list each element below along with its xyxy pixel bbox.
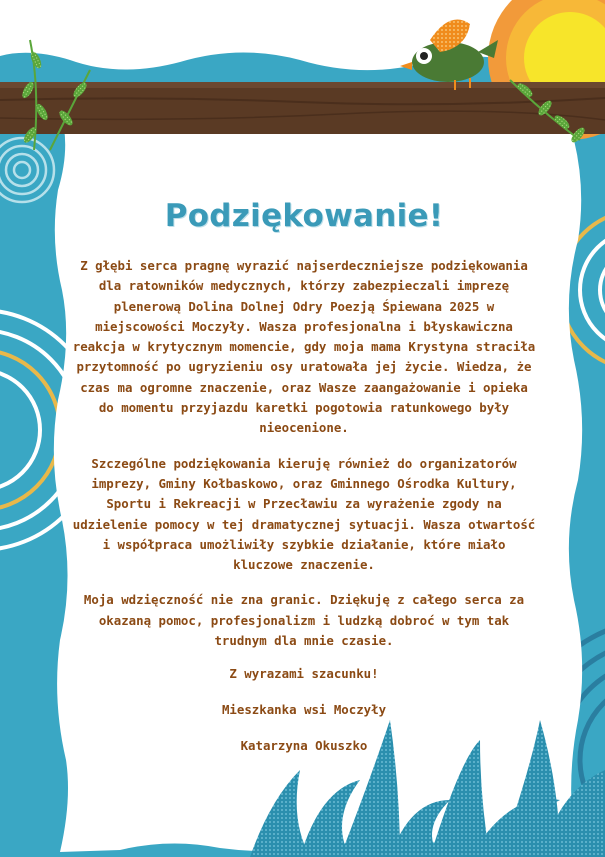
letter-content [70, 198, 538, 774]
paragraph-thanks-medics: Z głębi serca pragnę wyrazić najserdeczniejsze podziękowania dla ratowników medycznych, którzy zabezpieczali imprezę plenerową Dolina Dolnej Odry Poezją Śpiewana 2025 w miejscowości Moczyły. Wasza profesjonalna i błyskawiczna reakcja w krytycznym momencie, gdy moja mama Krystyna straciła przytomność po ugryzieniu osy uratowała jej życie. Wiedza, że czas ma ogromne znaczenie, oraz Wasze zaangażowanie i opieka do momentu przyjazdu karetki pogotowia ratunkowego były nieocenione. [72, 258, 536, 436]
paragraph-gratitude: Moja wdzięczność nie zna granic. Dziękuję z całego serca za okazaną pomoc, profesjonalizm i ludzką dobroć w tym tak trudnym dla mnie czasie. [83, 592, 525, 649]
closing-line: Z wyrazami szacunku! [229, 666, 379, 682]
page-title: Podziękowanie! [164, 198, 444, 234]
wooden-plank [0, 82, 605, 134]
signature-role: Mieszkanka wsi Moczyły [221, 702, 387, 718]
paragraph-thanks-organizers: Szczególne podziękowania kieruję również do organizatorów imprezy, Gminy Kołbaskowo, oraz Gminnego Ośrodka Kultury, Sportu i Rekreacji w Przecławiu za wyrażenie zgody na udzielenie pomocy w tej dramatycznej sytuacji. Wasza otwartość i współpraca umożliwiły szybkie działanie, które miało kluczowe znaczenie. [72, 455, 536, 573]
signature-name: Katarzyna Okuszko [240, 738, 368, 754]
